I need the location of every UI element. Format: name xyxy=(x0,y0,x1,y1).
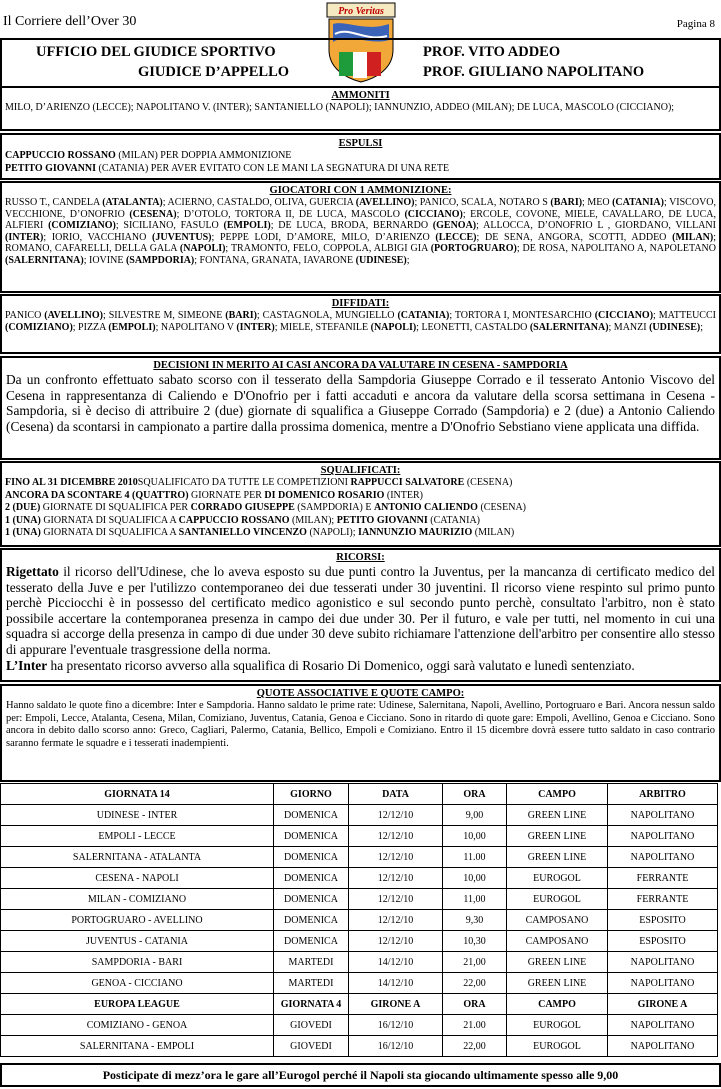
one-warning-title: GIOCATORI CON 1 AMMONIZIONE: xyxy=(269,185,452,196)
table-cell: SALERNITANA - EMPOLI xyxy=(1,1036,274,1057)
table-cell: FERRANTE xyxy=(608,889,718,910)
table-cell: 16/12/10 xyxy=(349,1015,443,1036)
squalifica-line: 2 (DUE) GIORNATE DI SQUALIFICA PER CORRADO GIUSEPPE (SAMPDORIA) E ANTONIO CALIENDO (CESENA) xyxy=(5,502,526,513)
table-header-cell: ARBITRO xyxy=(608,784,718,805)
table-cell: 22,00 xyxy=(443,973,507,994)
table-cell: 10,00 xyxy=(443,868,507,889)
table-row xyxy=(1,910,718,931)
table-header-cell: CAMPO xyxy=(507,784,608,805)
table-cell: NAPOLITANO xyxy=(608,1036,718,1057)
table-cell: 12/12/10 xyxy=(349,805,443,826)
squalificati-title: SQUALIFICATI: xyxy=(320,465,401,476)
page-number: Pagina 8 xyxy=(676,18,715,30)
table-cell: 21.00 xyxy=(443,1015,507,1036)
ricorsi-section xyxy=(0,548,721,682)
table-header-row xyxy=(1,784,718,805)
quote-text: Hanno saldato le quote fino a dicembre: Inter e Sampdoria. Hanno saldato le prime rate: Udinese, Salernitana, Napoli, Avellino, Portogruaro e Bari. Ancora nessun saldo per: Empoli, Lecce, Atalanta, Cesena, Milan, Comiziano, Juventus, Catania, Genoa e Cicciano. Sono in ritardo di quote gare: Empoli, Avellino, Genoa e Cicciano. Sono ancora in debito dallo scorso anno: Greco, Cagliari, Palermo, Catania, Bellico, Empoli e Comiziano. Entro il 15 dicembre dovrà essere tutto saldato in caso contrario saranno fermate le squadre e i tesserati inadempienti. xyxy=(6,700,715,749)
decisioni-title: DECISIONI IN MERITO AI CASI ANCORA DA VALUTARE IN CESENA - SAMPDORIA xyxy=(153,360,568,371)
table-cell: MILAN - COMIZIANO xyxy=(1,889,274,910)
ricorsi-paragraph-2: L’Inter ha presentato ricorso avverso alla squalifica di Rosario Di Domenico, oggi sarà valutato e lunedì sentenziato. xyxy=(6,657,635,673)
espulsi-section xyxy=(0,133,721,180)
table-header-cell: CAMPO xyxy=(507,994,608,1015)
ammoniti-section xyxy=(0,86,721,131)
quote-title: QUOTE ASSOCIATIVE E QUOTE CAMPO: xyxy=(256,688,465,699)
ammoniti-title: AMMONITI xyxy=(331,90,390,101)
table-cell: GREEN LINE xyxy=(507,805,608,826)
squalificati-section xyxy=(0,461,721,547)
table-cell: DOMENICA xyxy=(274,931,349,952)
table-cell: GREEN LINE xyxy=(507,952,608,973)
espulsi-title: ESPULSI xyxy=(338,138,383,149)
table-row xyxy=(1,826,718,847)
table-header-cell: EUROPA LEAGUE xyxy=(1,994,274,1015)
table-cell: EUROGOL xyxy=(507,1015,608,1036)
table-header-cell: GIORNO xyxy=(274,784,349,805)
squalifica-line: 1 (UNA) GIORNATA DI SQUALIFICA A CAPPUCCIO ROSSANO (MILAN); PETITO GIOVANNI (CATANIA) xyxy=(5,514,481,526)
espulso-1: CAPPUCCIO ROSSANO (MILAN) PER DOPPIA AMMONIZIONE xyxy=(5,150,292,161)
table-cell: NAPOLITANO xyxy=(608,847,718,868)
quote-section xyxy=(0,684,721,782)
table-cell: MARTEDI xyxy=(274,952,349,973)
table-cell: EUROGOL xyxy=(507,868,608,889)
table-cell: EUROGOL xyxy=(507,1036,608,1057)
newspaper-name: Il Corriere dell’Over 30 xyxy=(3,14,137,29)
table-header-cell: GIORNATA 14 xyxy=(1,784,274,805)
table-cell: FERRANTE xyxy=(608,868,718,889)
table-cell: GREEN LINE xyxy=(507,826,608,847)
squalifica-line: 1 (UNA) GIORNATA DI SQUALIFICA A SANTANIELLO VINCENZO (NAPOLI); IANNUNZIO MAURIZIO (MILAN) xyxy=(5,527,515,538)
table-cell: CESENA - NAPOLI xyxy=(1,868,274,889)
table-cell: NAPOLITANO xyxy=(608,973,718,994)
table-row xyxy=(1,847,718,868)
one-warning-text: RUSSO T., CANDELA (ATALANTA); ACIERNO, CASTALDO, OLIVA, GUERCIA (AVELLINO); PANICO, SCALA, NOTARO S (BARI); MEO (CATANIA); VISCOVO, VECCHIONE, D’ONOFRIO (CESENA); D’OTOLO, TORTORA II, DE LUCA, MASCOLO (CICCIANO); ERCOLE, COVONE, MIELE, CAVALLARO, DE LUCA, ALFIERI (COMIZIANO); SICILIANO, FASULO (EMPOLI); DE LUCA, BRODA, BERNARDO (GENOA); ALLOCCA, D’ONOFRIO L , GIORDANO, VILLANI (INTER); IORIO, VACCHIANO (JUVENTUS); PEPPE LODI, D’AMORE, MILO, D’ARIENZO (LECCE); DE SENA, ANGORA, SCOTTI, ADDEO (MILAN); ROMANO, CAFARELLI, DELLA GALA (NAPOLI); TRAMONTO, FELO, COPPOLA, ALBIGI GIA (PORTOGRUARO); DE ROSA, NAPOLITANO A, NAPOLETANO (SALERNITANA); IOVINE (SAMPDORIA); FONTANA, GRANATA, IAVARONE (UDINESE); xyxy=(5,197,717,266)
ricorsi-paragraph-1: Rigettato il ricorso dell'Udinese, che lo aveva esposto su due punti contro la Juventus, per la mancanza di certificato medico del tesserato della Juve e per l'utilizzo contemporaneo dei due tesserati under 30 juventini. Il ricorso viene respinto sul primo punto perchè Picciocchi è in possesso del certificato medico agonistico e sul secondo punto perchè, consultato l'arbitro, non è stato possibile accertare la contemporanea presenza in campo dei due under 30. Per il futuro, e vale per tutti, nel momento in cui una squadra si accorge della presenza in campo di due under 30 deve subito richiamare l'attenzione dell'arbitro per consentire allo stesso di appurare l'eventuale trasgressione della norma. xyxy=(6,564,715,657)
table-cell: 12/12/10 xyxy=(349,847,443,868)
table-cell: 16/12/10 xyxy=(349,1036,443,1057)
table-cell: DOMENICA xyxy=(274,868,349,889)
table-cell: 9,00 xyxy=(443,805,507,826)
squalifica-line: FINO AL 31 DICEMBRE 2010SQUALIFICATO DA TUTTE LE COMPETIZIONI RAPPUCCI SALVATORE (CESENA) xyxy=(5,477,513,488)
table-cell: NAPOLITANO xyxy=(608,1015,718,1036)
table-cell: NAPOLITANO xyxy=(608,826,718,847)
squalifica-line: ANCORA DA SCONTARE 4 (QUATTRO) GIORNATE PER DI DOMENICO ROSARIO (INTER) xyxy=(5,489,423,501)
table-cell: 22,00 xyxy=(443,1036,507,1057)
table-row xyxy=(1,931,718,952)
table-cell: 14/12/10 xyxy=(349,973,443,994)
table-cell: 14/12/10 xyxy=(349,952,443,973)
table-cell: EUROGOL xyxy=(507,889,608,910)
table-cell: NAPOLITANO xyxy=(608,805,718,826)
table-cell: ESPOSITO xyxy=(608,931,718,952)
table-header-cell: DATA xyxy=(349,784,443,805)
table-row xyxy=(1,952,718,973)
table-cell: GIOVEDI xyxy=(274,1036,349,1057)
table-cell: 12/12/10 xyxy=(349,826,443,847)
squalificati-list xyxy=(2,477,719,540)
table-cell: GENOA - CICCIANO xyxy=(1,973,274,994)
footer-note: Posticipate di mezz’ora le gare all’Eurogol perché il Napoli sta giocando ultimamente spesso alle 9,00 xyxy=(0,1063,721,1087)
appeal-judge: GIUDICE D’APPELLO xyxy=(138,64,290,80)
table-cell: ESPOSITO xyxy=(608,910,718,931)
sports-judge-office: UFFICIO DEL GIUDICE SPORTIVO xyxy=(36,44,276,60)
table-cell: 10,00 xyxy=(443,826,507,847)
table-header-cell: GIRONE A xyxy=(349,994,443,1015)
table-cell: PORTOGRUARO - AVELLINO xyxy=(1,910,274,931)
table-cell: DOMENICA xyxy=(274,805,349,826)
one-warning-section xyxy=(0,181,721,293)
table-cell: UDINESE - INTER xyxy=(1,805,274,826)
decisioni-section xyxy=(0,356,721,460)
table-row xyxy=(1,1036,718,1057)
table-row xyxy=(1,889,718,910)
sports-judge-name: PROF. VITO ADDEO xyxy=(423,44,561,60)
schedule-section xyxy=(0,783,721,1061)
ricorsi-title: RICORSI: xyxy=(336,552,385,563)
decisioni-text: Da un confronto effettuato sabato scorso con il tesserato della Sampdoria Giuseppe Corrado e il tesserato Antonio Viscovo del Cesena in rappresentanza di Caliendo e D'Onofrio per i fatti accaduti e ancora da valutare della scorsa settimana in Cesena - Sampdoria, si è deciso di attribuire 2 (due) giornate di squalifica a Giuseppe Corrado (Sampdoria) e 2 (due) a Antonio Caliendo (Cesena) da scontarsi in campionato a partire dalla prossima domenica, mentre a D'Onofrio Sebstiano viene applicata una diffida. xyxy=(6,372,715,434)
espulso-2: PETITO GIOVANNI (CATANIA) PER AVER EVITATO CON LE MANI LA SEGNATURA DI UNA RETE xyxy=(5,162,450,174)
table-cell: GREEN LINE xyxy=(507,847,608,868)
table-cell: 12/12/10 xyxy=(349,910,443,931)
table-cell: DOMENICA xyxy=(274,889,349,910)
ammoniti-text: MILO, D’ARIENZO (LECCE); NAPOLITANO V. (INTER); SANTANIELLO (NAPOLI); IANNUNZIO, ADDEO (MILAN); DE LUCA, MASCOLO (CICCIANO); xyxy=(5,102,675,113)
table-cell: CAMPOSANO xyxy=(507,910,608,931)
table-header-row xyxy=(1,994,718,1015)
table-cell: JUVENTUS - CATANIA xyxy=(1,931,274,952)
appeal-judge-name: PROF. GIULIANO NAPOLITANO xyxy=(423,64,645,80)
table-cell: MARTEDI xyxy=(274,973,349,994)
officials-box xyxy=(0,38,721,86)
table-cell: GREEN LINE xyxy=(507,973,608,994)
table-cell: DOMENICA xyxy=(274,910,349,931)
table-header-cell: ORA xyxy=(443,784,507,805)
table-cell: 11.00 xyxy=(443,847,507,868)
schedule-table xyxy=(0,783,718,1057)
diffidati-title: DIFFIDATI: xyxy=(331,298,390,309)
table-row xyxy=(1,805,718,826)
table-cell: 12/12/10 xyxy=(349,889,443,910)
table-cell: 12/12/10 xyxy=(349,931,443,952)
table-header-cell: ORA xyxy=(443,994,507,1015)
table-cell: SAMPDORIA - BARI xyxy=(1,952,274,973)
table-cell: EMPOLI - LECCE xyxy=(1,826,274,847)
logo-text: Pro Veritas xyxy=(338,6,384,17)
table-cell: 9,30 xyxy=(443,910,507,931)
table-row xyxy=(1,868,718,889)
table-cell: SALERNITANA - ATALANTA xyxy=(1,847,274,868)
table-cell: NAPOLITANO xyxy=(608,952,718,973)
table-cell: CAMPOSANO xyxy=(507,931,608,952)
table-row xyxy=(1,973,718,994)
table-cell: DOMENICA xyxy=(274,826,349,847)
table-cell: 12/12/10 xyxy=(349,868,443,889)
diffidati-text: PANICO (AVELLINO); SILVESTRE M, SIMEONE (BARI); CASTAGNOLA, MUNGIELLO (CATANIA); TORTORA I, MONTESARCHIO (CICCIANO); MATTEUCCI (COMIZIANO); PIZZA (EMPOLI); NAPOLITANO V (INTER); MIELE, STEFANILE (NAPOLI); LEONETTI, CASTALDO (SALERNITANA); MANZI (UDINESE); xyxy=(5,310,716,333)
table-cell: COMIZIANO - GENOA xyxy=(1,1015,274,1036)
table-cell: 11,00 xyxy=(443,889,507,910)
table-header-cell: GIORNATA 4 xyxy=(274,994,349,1015)
table-cell: DOMENICA xyxy=(274,847,349,868)
table-cell: GIOVEDI xyxy=(274,1015,349,1036)
table-cell: 10,30 xyxy=(443,931,507,952)
table-cell: 21,00 xyxy=(443,952,507,973)
table-header-cell: GIRONE A xyxy=(608,994,718,1015)
diffidati-section xyxy=(0,294,721,354)
table-row xyxy=(1,1015,718,1036)
